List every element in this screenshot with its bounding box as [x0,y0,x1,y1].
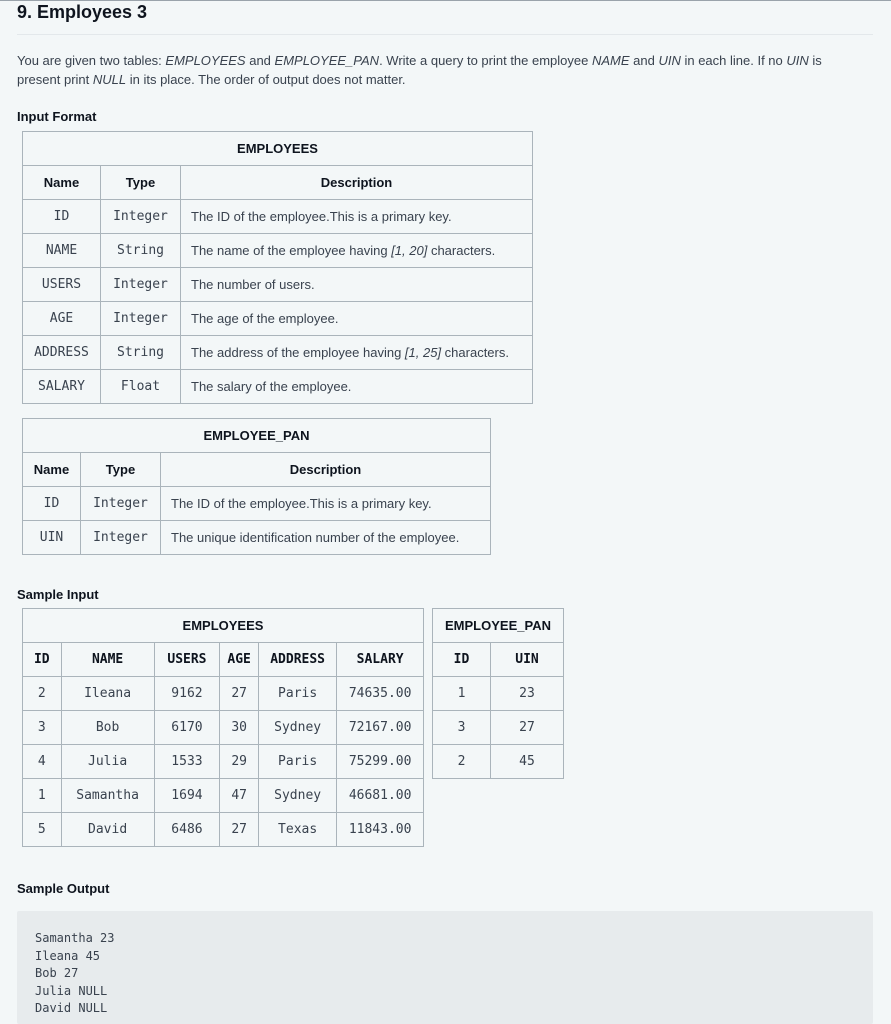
table-title: EMPLOYEES [23,609,424,643]
table-row: 4 Julia 1533 29 Paris 75299.00 [23,745,424,779]
table-row: AGE Integer The age of the employee. [23,302,533,336]
problem-statement: You are given two tables: EMPLOYEES and EMPLOYEE_PAN. Write a query to print the employee NAME and UIN in each line. If no UIN is present print NULL in its place. The order of output does not matter. [17,53,822,87]
sample-output-block [17,911,873,1024]
table-row: ID Integer The ID of the employee.This is a primary key. [23,487,491,521]
title-divider [17,34,873,35]
column-header: AGE [220,643,259,677]
column-header: Description [161,453,491,487]
column-header: UIN [491,643,564,677]
column-header: ADDRESS [258,643,336,677]
column-header: ID [433,643,491,677]
table-row: 1 23 [433,677,564,711]
column-header: Type [101,166,181,200]
column-header: NAME [61,643,154,677]
output-line: Samantha 23 [35,931,115,945]
table-title: EMPLOYEE_PAN [433,609,564,643]
column-header: Description [181,166,533,200]
output-line: Julia NULL [35,984,108,998]
table-title: EMPLOYEE_PAN [23,419,491,453]
table-row: UIN Integer The unique identification number of the employee. [23,521,491,555]
output-line: Ileana 45 [35,949,101,963]
table-row: 1 Samantha 1694 47 Sydney 46681.00 [23,779,424,813]
sample-employees-table [22,608,424,847]
sample-output-heading: Sample Output [17,881,110,896]
output-line: Bob 27 [35,966,79,980]
column-header: SALARY [337,643,424,677]
table-row: 2 Ileana 9162 27 Paris 74635.00 [23,677,424,711]
employee-pan-schema-table [22,418,491,555]
column-header: USERS [154,643,220,677]
table-row: 5 David 6486 27 Texas 11843.00 [23,813,424,847]
output-line: David NULL [35,1001,108,1015]
table-row: 2 45 [433,745,564,779]
column-header: Type [81,453,161,487]
table-row: USERS Integer The number of users. [23,268,533,302]
table-row: SALARY Float The salary of the employee. [23,370,533,404]
column-header: Name [23,166,101,200]
column-header: ID [23,643,62,677]
table-row: ADDRESS String The address of the employee having [1, 25] characters. [23,336,533,370]
sample-input-heading: Sample Input [17,587,99,602]
input-format-heading: Input Format [17,109,97,124]
table-row: 3 Bob 6170 30 Sydney 72167.00 [23,711,424,745]
employees-schema-table [22,131,533,404]
column-header: Name [23,453,81,487]
page-title: 9. Employees 3 [17,2,148,22]
sample-employee-pan-table [432,608,564,779]
table-row: 3 27 [433,711,564,745]
top-border [0,0,891,1]
table-title: EMPLOYEES [23,132,533,166]
table-row: NAME String The name of the employee having [1, 20] characters. [23,234,533,268]
table-row: ID Integer The ID of the employee.This is a primary key. [23,200,533,234]
